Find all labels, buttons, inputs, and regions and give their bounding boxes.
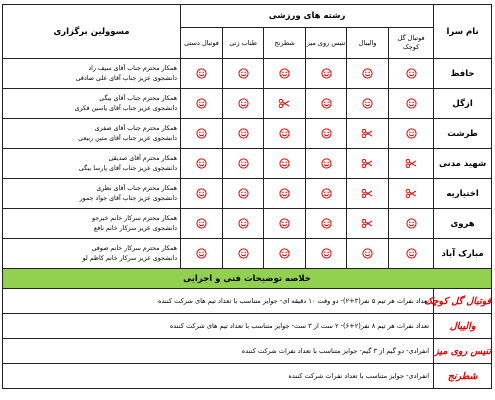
mark-cell <box>306 119 347 149</box>
summary-text: تعداد نفرات هر تیم ۵ نفر(۳+۲)- دو وقت ۱۰ دقیقه ای- جوایز متناسب با تعداد تیم های شرکت کننده <box>3 289 434 314</box>
sport-header: فوتبال دستی <box>181 28 223 59</box>
summary-sport: فوتبال گل کوچک <box>434 289 492 314</box>
smiley-icon <box>362 94 373 105</box>
scissors-icon <box>362 124 373 135</box>
mark-cell <box>347 89 389 119</box>
mark-cell <box>223 89 264 119</box>
responsible-cell <box>3 89 181 119</box>
smiley-icon <box>406 94 417 105</box>
mark-cell <box>389 119 434 149</box>
smiley-icon <box>406 64 417 75</box>
mark-cell <box>347 239 389 269</box>
mark-cell <box>306 209 347 239</box>
venue-row <box>3 209 492 239</box>
scissors-icon <box>406 154 417 165</box>
smiley-icon <box>279 214 290 225</box>
responsible-line: همکار محترم جناب آقای صفری <box>94 124 177 132</box>
responsible-cell <box>3 119 181 149</box>
responsible-line: دانشجوی عزیز جناب آقای علی صادقی <box>75 74 177 82</box>
mark-cell <box>223 59 264 89</box>
responsible-cell <box>3 179 181 209</box>
mark-cell <box>264 149 306 179</box>
scissors-icon <box>362 214 373 225</box>
sport-header: تنیس روی میز <box>306 28 347 59</box>
mark-cell <box>389 59 434 89</box>
venue-row <box>3 119 492 149</box>
venue-name: مبارک آباد <box>434 239 492 269</box>
sport-header: والیبال <box>347 28 389 59</box>
smiley-icon <box>321 94 332 105</box>
mark-cell <box>389 179 434 209</box>
responsible-header: مسوولین برگزاری <box>3 5 181 59</box>
venue-name: شهید مدنی <box>434 149 492 179</box>
responsible-line: دانشجوی عزیز جناب آقای یاسین فکری <box>74 104 177 112</box>
smiley-icon <box>362 64 373 75</box>
mark-cell <box>223 149 264 179</box>
venue-row <box>3 179 492 209</box>
responsible-cell <box>3 59 181 89</box>
smiley-icon <box>196 124 207 135</box>
summary-row <box>3 339 492 364</box>
sport-header: طناب زنی <box>223 28 264 59</box>
summary-row <box>3 314 492 339</box>
smiley-icon <box>238 124 249 135</box>
mark-cell <box>264 179 306 209</box>
sport-header: شطرنج <box>264 28 306 59</box>
mark-cell <box>347 209 389 239</box>
mark-cell <box>264 239 306 269</box>
venue-row <box>3 59 492 89</box>
responsible-cell <box>3 209 181 239</box>
smiley-icon <box>196 214 207 225</box>
summary-sport: تنیس روی میز <box>434 339 492 364</box>
responsible-line: همکار محترم جناب آقای سیف زاد <box>88 64 177 72</box>
venue-name: اختیاریه <box>434 179 492 209</box>
venue-name: ازگل <box>434 89 492 119</box>
smiley-icon <box>238 244 249 255</box>
venue-row <box>3 89 492 119</box>
responsible-line: همکار محترم سرکار خانم صوفی <box>91 244 177 252</box>
responsible-line: همکار محترم جناب آقای نظری <box>96 184 177 192</box>
responsible-cell <box>3 239 181 269</box>
mark-cell <box>306 59 347 89</box>
mark-cell <box>264 89 306 119</box>
mark-cell <box>306 179 347 209</box>
venue-header: نام سرا <box>434 5 492 59</box>
responsible-line: همکار محترم آقای صدیقی <box>108 154 177 162</box>
mark-cell <box>347 119 389 149</box>
mark-cell <box>389 149 434 179</box>
responsible-line: همکار محترم جناب آقای بیگی <box>99 94 177 102</box>
mark-cell <box>347 149 389 179</box>
smiley-icon <box>321 214 332 225</box>
mark-cell <box>264 59 306 89</box>
mark-cell <box>389 209 434 239</box>
summary-text: انفرادی- جوایز متناسب با تعداد نفرات شرکت کننده <box>3 364 434 389</box>
smiley-icon <box>321 154 332 165</box>
scissors-icon <box>279 94 290 105</box>
scissors-icon <box>406 184 417 195</box>
summary-sport: والیبال <box>434 314 492 339</box>
responsible-line: همکار محترم سرکار خانم خیرجو <box>92 214 177 222</box>
smiley-icon <box>279 154 290 165</box>
smiley-icon <box>196 244 207 255</box>
mark-cell <box>181 149 223 179</box>
venue-name: طرشت <box>434 119 492 149</box>
mark-cell <box>223 119 264 149</box>
scissors-icon <box>362 184 373 195</box>
summary-row <box>3 364 492 389</box>
smiley-icon <box>196 154 207 165</box>
smiley-icon <box>406 244 417 255</box>
smiley-icon <box>279 64 290 75</box>
responsible-cell <box>3 149 181 179</box>
responsible-line: دانشجوی عزیز جناب آقای جواد جمور <box>79 194 177 202</box>
mark-cell <box>181 119 223 149</box>
venue-row <box>3 149 492 179</box>
sport-header: فوتبال گل کوچک <box>389 28 434 59</box>
mark-cell <box>181 179 223 209</box>
smiley-icon <box>196 184 207 195</box>
smiley-icon <box>279 244 290 255</box>
summary-sport: شطرنج <box>434 364 492 389</box>
mark-cell <box>389 239 434 269</box>
smiley-icon <box>279 124 290 135</box>
mark-cell <box>389 89 434 119</box>
smiley-icon <box>321 64 332 75</box>
smiley-icon <box>238 154 249 165</box>
mark-cell <box>264 209 306 239</box>
mark-cell <box>223 179 264 209</box>
responsible-line: دانشجوی عزیز سرکار خانم نافع <box>93 224 177 232</box>
smiley-icon <box>279 184 290 195</box>
venue-row <box>3 239 492 269</box>
smiley-icon <box>406 124 417 135</box>
responsible-line: دانشجوی عزیز جناب آقای پارسا بیگی <box>78 164 177 172</box>
mark-cell <box>306 239 347 269</box>
mark-cell <box>181 89 223 119</box>
smiley-icon <box>196 94 207 105</box>
mark-cell <box>306 89 347 119</box>
smiley-icon <box>321 244 332 255</box>
smiley-icon <box>362 244 373 255</box>
mark-cell <box>223 209 264 239</box>
summary-row <box>3 289 492 314</box>
smiley-icon <box>196 64 207 75</box>
venue-name: هروی <box>434 209 492 239</box>
schedule-table <box>2 4 492 389</box>
summary-title: خلاصه توضیحات فنی و اجرایی <box>3 269 492 289</box>
summary-text: انفرادی- دو گیم از ۳ گیم- جوایز متناسب با تعداد نفرات شرکت کننده <box>3 339 434 364</box>
smiley-icon <box>321 124 332 135</box>
responsible-line: دانشجوی عزیز سرکار خانم کاظم لو <box>82 254 177 262</box>
mark-cell <box>223 239 264 269</box>
smiley-icon <box>238 64 249 75</box>
smiley-icon <box>238 184 249 195</box>
smiley-icon <box>321 184 332 195</box>
smiley-icon <box>238 94 249 105</box>
venue-rows <box>3 59 492 269</box>
mark-cell <box>181 59 223 89</box>
summary-section <box>3 269 492 389</box>
sports-header: رشته های ورزشی <box>181 5 434 28</box>
mark-cell <box>347 59 389 89</box>
mark-cell <box>264 119 306 149</box>
responsible-line: دانشجوی عزیز جناب آقای متین ربیعی <box>78 134 177 142</box>
mark-cell <box>181 239 223 269</box>
mark-cell <box>181 209 223 239</box>
mark-cell <box>306 149 347 179</box>
smiley-icon <box>238 214 249 225</box>
scissors-icon <box>362 154 373 165</box>
smiley-icon <box>406 214 417 225</box>
mark-cell <box>347 179 389 209</box>
summary-text: تعداد نفرات هر تیم ۸ نفر(۲+۶)- ۲ ست از ۳ ست- جوایز متناسب با تعداد تیم های شرکت کننده <box>3 314 434 339</box>
venue-name: حافظ <box>434 59 492 89</box>
